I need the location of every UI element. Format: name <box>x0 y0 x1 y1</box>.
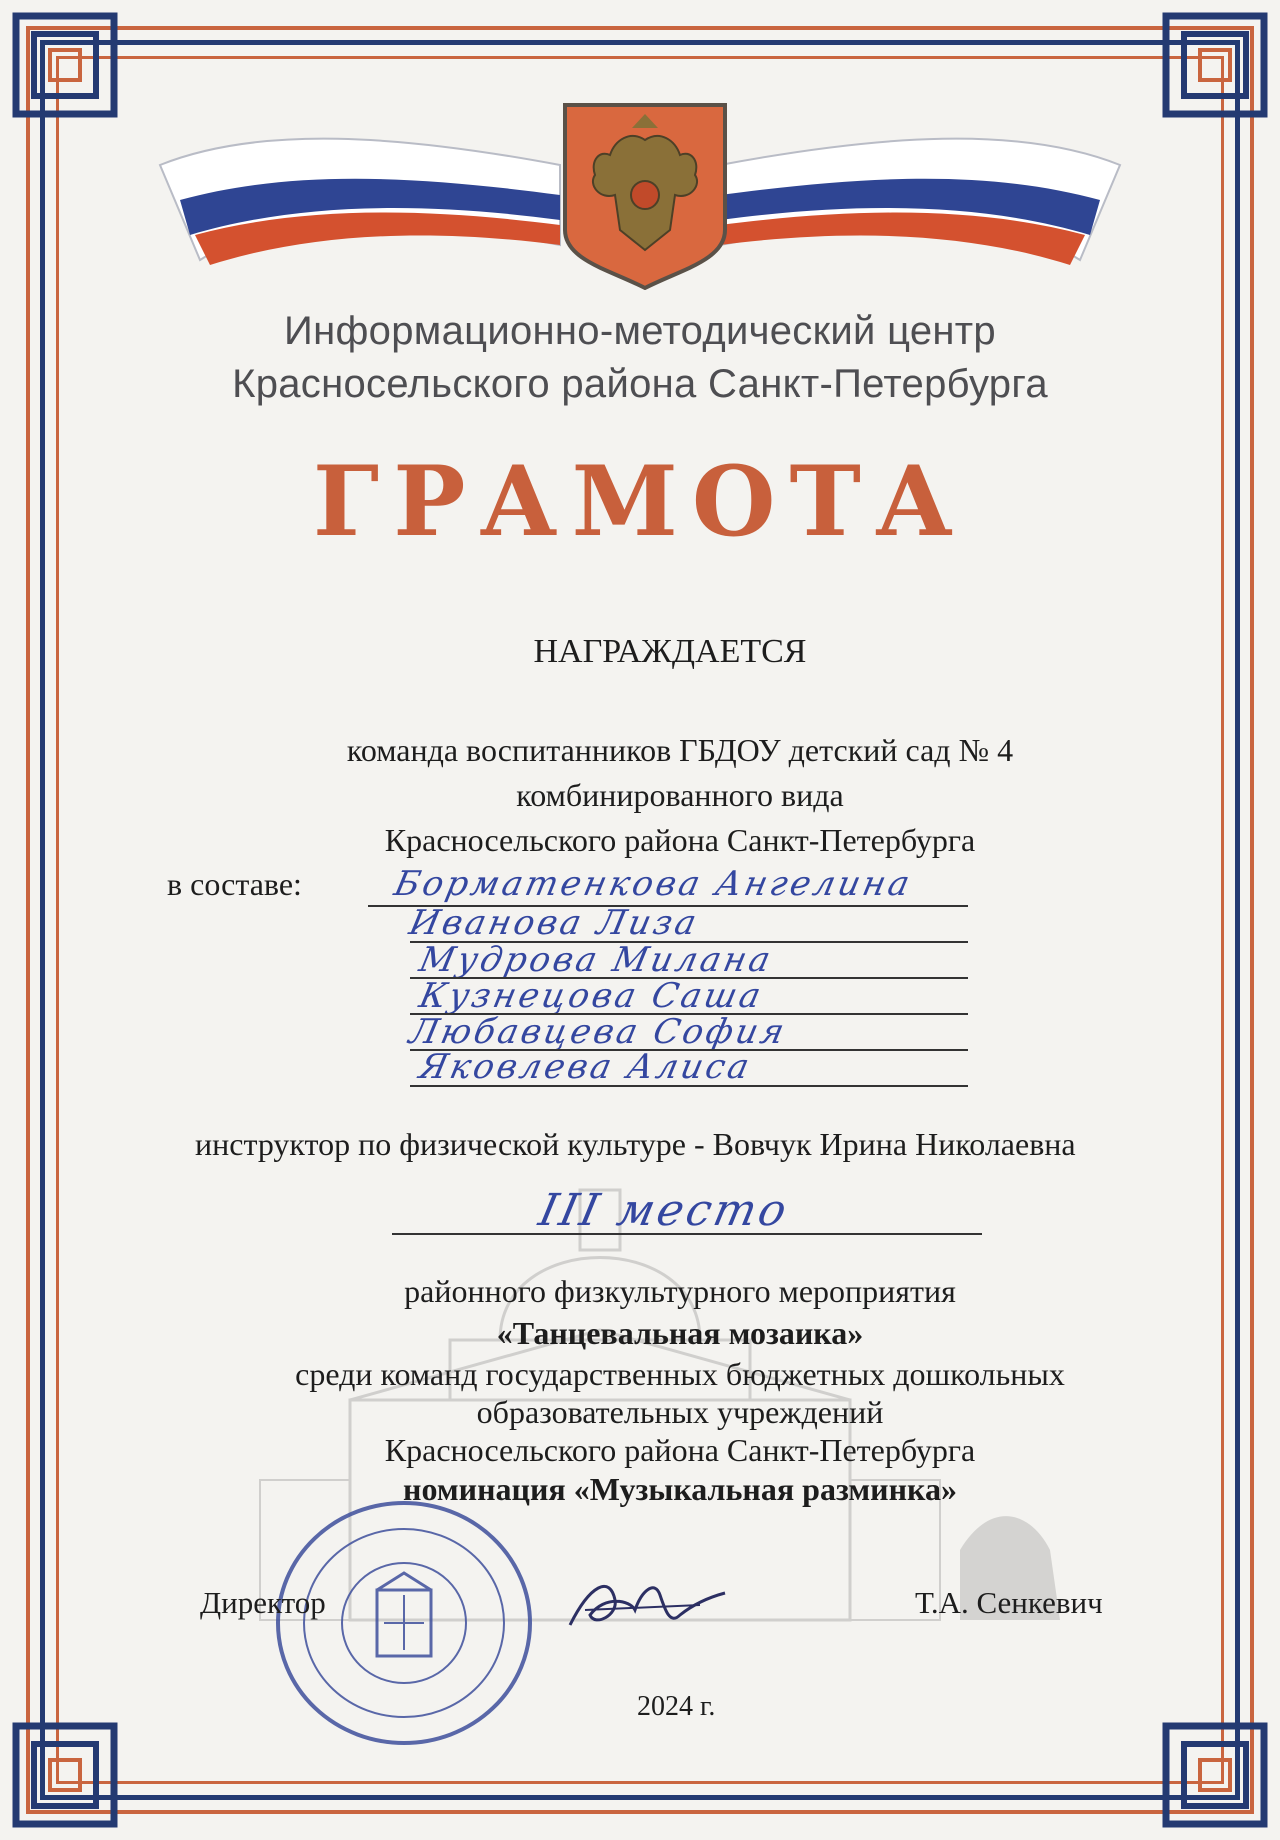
handwritten-signature <box>560 1555 730 1645</box>
corner-ornament-top-right <box>1160 10 1270 120</box>
event-line-3: среди команд государственных бюджетных дошкольных <box>295 1356 1065 1392</box>
signature-name: Т.А. Сенкевич <box>915 1585 1103 1620</box>
signature-role: Директор <box>200 1585 326 1620</box>
member-underline <box>410 1085 968 1087</box>
team-line-3: Красносельского района Санкт-Петербурга <box>384 822 976 858</box>
awarded-label: НАГРАЖДАЕТСЯ <box>533 633 807 670</box>
member-name: Мудрова Милана <box>415 940 777 980</box>
official-stamp <box>272 1495 537 1750</box>
nomination-line: номинация «Музыкальная разминка» <box>403 1471 957 1507</box>
member-name: Любавцева София <box>405 1012 791 1052</box>
corner-ornament-bottom-left <box>10 1720 120 1830</box>
event-name: «Танцевальная мозаика» <box>496 1315 864 1351</box>
team-line-2: комбинированного вида <box>516 777 844 813</box>
member-name: Борматенкова Ангелина <box>390 864 917 904</box>
corner-ornament-top-left <box>10 10 120 120</box>
place-underline <box>392 1233 982 1235</box>
year: 2024 г. <box>637 1691 716 1722</box>
event-line-4: образовательных учреждений <box>476 1394 884 1430</box>
corner-ornament-bottom-right <box>1160 1720 1270 1830</box>
event-line-1: районного физкультурного мероприятия <box>404 1273 956 1309</box>
event-line-5: Красносельского района Санкт-Петербурга <box>384 1432 976 1468</box>
team-line-1: команда воспитанников ГБДОУ детский сад № 4 <box>346 732 1014 768</box>
certificate-title: ГРАМОТА <box>312 445 968 558</box>
member-name: Яковлева Алиса <box>415 1047 756 1087</box>
organization-line-1: Информационно-методический центр <box>284 309 996 353</box>
organization-line-2: Красносельского района Санкт-Петербурга <box>232 362 1048 406</box>
instructor-line: инструктор по физической культуре - Вовчук Ирина Николаевна <box>195 1126 1076 1162</box>
place-handwritten: III место <box>534 1185 794 1236</box>
member-name: Иванова Лиза <box>405 903 703 943</box>
members-label: в составе: <box>167 866 302 902</box>
coat-of-arms-icon <box>560 100 730 290</box>
member-name: Кузнецова Саша <box>415 976 768 1016</box>
